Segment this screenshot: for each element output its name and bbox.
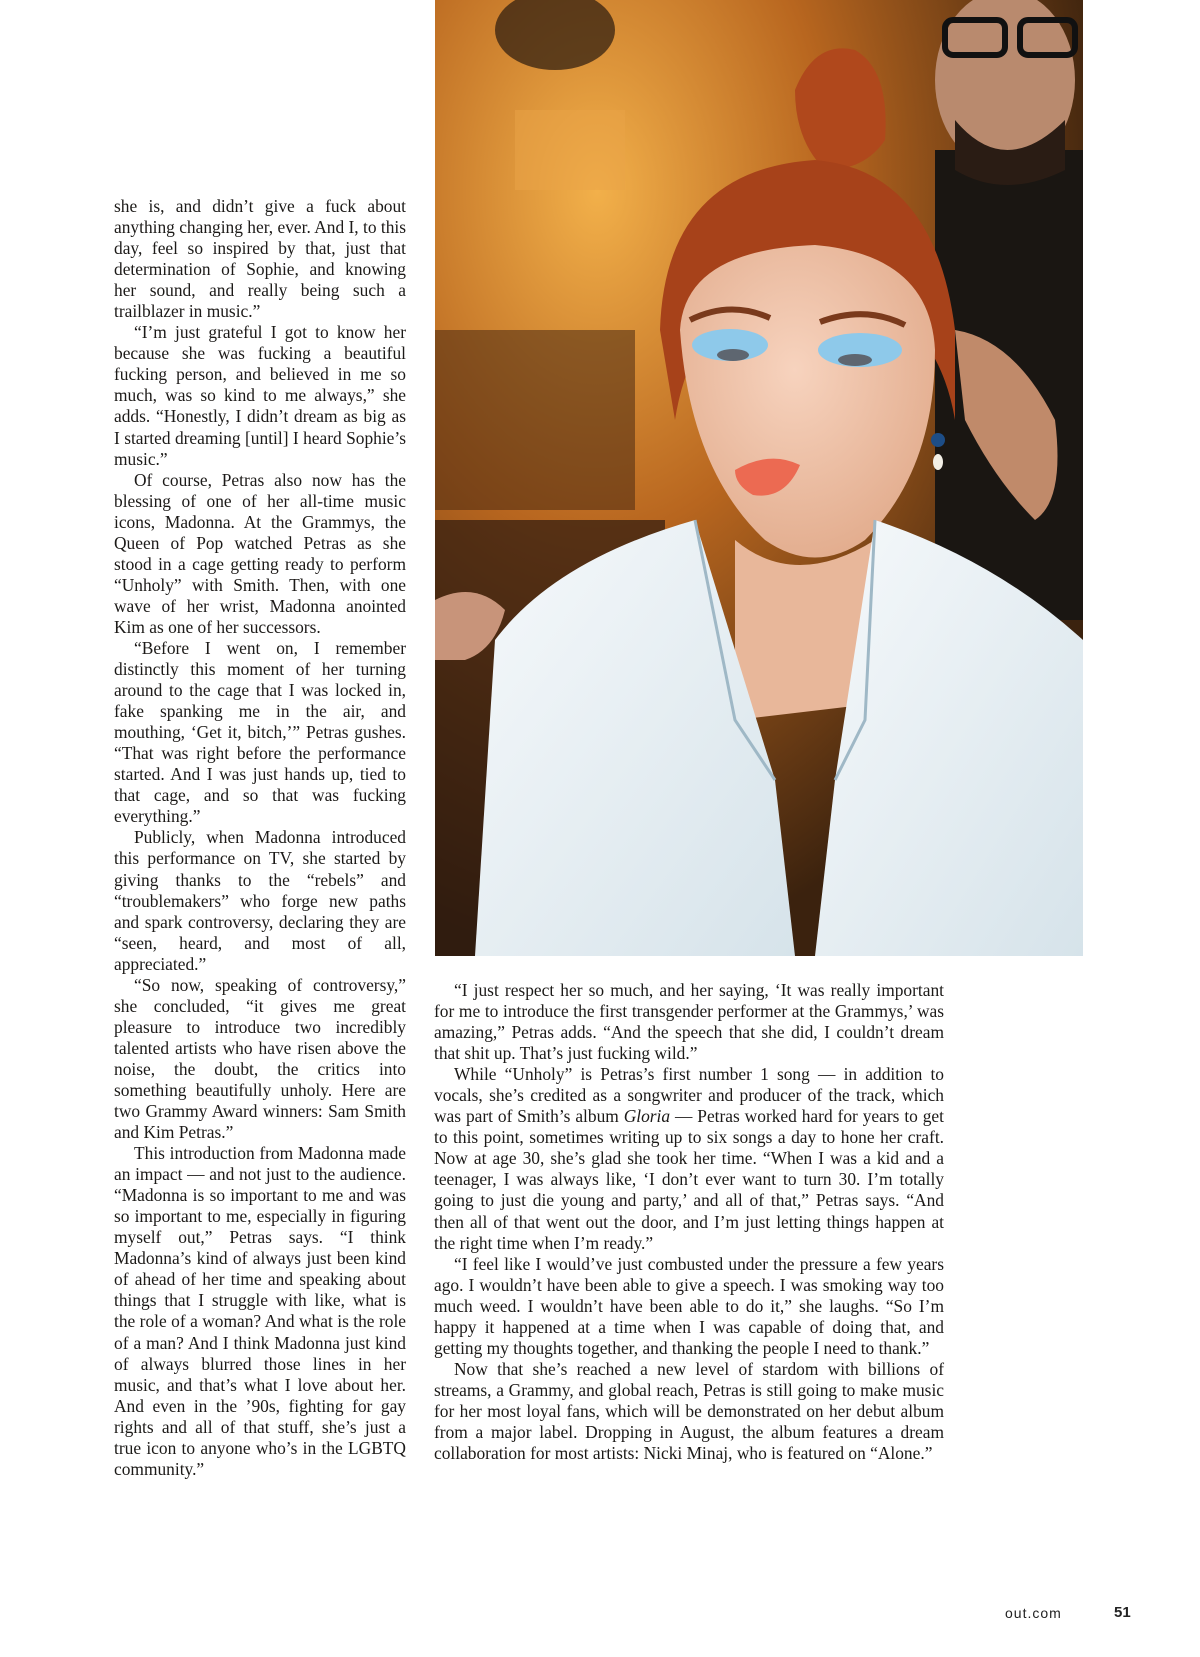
paragraph: This introduction from Madonna made an impact — and not just to the audience. “Madonna is so important to me and was so important to me, especially in figuring myself out,” Petras says. “I think Madonna’s kind of always just been kind of ahead of her time and speaking about things that I struggle with like, what is the role of a woman? And what is the role of a man? And I think Madonna just kind of always blurred those lines in her music, and that’s what I love about her. And even in the ’90s, fighting for gay rights and all of that stuff, she’s just a true icon to anyone who’s in the LGBTQ community.” (114, 1143, 406, 1479)
paragraph: “I’m just grateful I got to know her because she was fucking a beautiful fucking person, and believed in me so much, was so kind to me always,” she adds. “Honestly, I didn’t dream as big as I started dreaming [until] I heard Sophie’s music.” (114, 322, 406, 469)
paragraph-text: While “Unholy” is Petras’s first number 1 song — in addition to vocals, she’s credited as a songwriter and producer of the track, which was part of Smith’s album (434, 1064, 944, 1127)
album-title: Gloria (623, 1106, 671, 1127)
paragraph: Of course, Petras also now has the blessing of one of her all-time music icons, Madonna. At the Grammys, the Queen of Pop watched Petras as she stood in a cage getting ready to perform “Unholy” with Smith. Then, with one wave of her wrist, Madonna anointed Kim as one of her successors. (114, 469, 406, 637)
page-number: 51 (1114, 1604, 1131, 1621)
paragraph: “So now, speaking of controversy,” she concluded, “it gives me great pleasure to introduce two incredibly talented artists who have risen above the noise, the doubt, the critics into something beautifully unholy. Here are two Grammy Award winners: Sam Smith and Kim Petras.” (114, 974, 406, 1143)
paragraph: Now that she’s reached a new level of stardom with billions of streams, a Grammy, and global reach, Petras is still going to make music for her most loyal fans, which will be demonstrated on her debut album from a major label. Dropping in August, the album features a dream collaboration for most artists: Nicki Minaj, who is featured on “Alone.” (434, 1358, 944, 1464)
article-left-column (114, 196, 406, 1480)
footer-site-url: out.com (1005, 1605, 1062, 1621)
paragraph: “I feel like I would’ve just combusted under the pressure a few years ago. I wouldn’t have been able to give a speech. I was smoking way too much weed. I wouldn’t have been able to do it,” she laughs. “So I’m happy it happened at a time when I was capable of doing that, and getting my thoughts together, and thanking the people I need to thank.” (434, 1253, 944, 1358)
paragraph: “I just respect her so much, and her saying, ‘It was really important for me to introduce the first transgender performer at the Grammys,’ was amazing,” Petras adds. “And the speech that she did, I couldn’t dream that shit up. That’s just fucking wild.” (434, 980, 944, 1064)
paragraph: she is, and didn’t give a fuck about anything changing her, ever. And I, to this day, feel so inspired by that, just that determination of Sophie, and knowing her sound, and really being such a trailblazer in music.” (114, 196, 406, 322)
paragraph (434, 1064, 944, 1253)
paragraph-text: — Petras worked hard for years to get to this point, sometimes writing up to six songs a day to hone her craft. Now at age 30, she’s glad she took her time. “When I was a kid and a teenager, I was always like, ‘I don’t ever want to turn 30. I’m totally going to just die young and party,’ and all of that,” Petras says. “And then all of that went out the door, and I’m just letting things happen at the right time when I’m ready.” (434, 1106, 944, 1253)
article-right-column (434, 980, 944, 1464)
portrait-photo (435, 0, 1083, 956)
paragraph: Publicly, when Madonna introduced this performance on TV, she started by giving thanks to the “rebels” and “troublemakers” who forge new paths and spark controversy, declaring they are “seen, heard, and most of all, appreciated.” (114, 827, 406, 974)
paragraph: “Before I went on, I remember distinctly this moment of her turning around to the cage that I was locked in, fake spanking me in the air, and mouthing, ‘Get it, bitch,’” Petras gushes. “That was right before the performance started. And I was just hands up, tied to that cage, and so that was fucking everything.” (114, 637, 406, 827)
